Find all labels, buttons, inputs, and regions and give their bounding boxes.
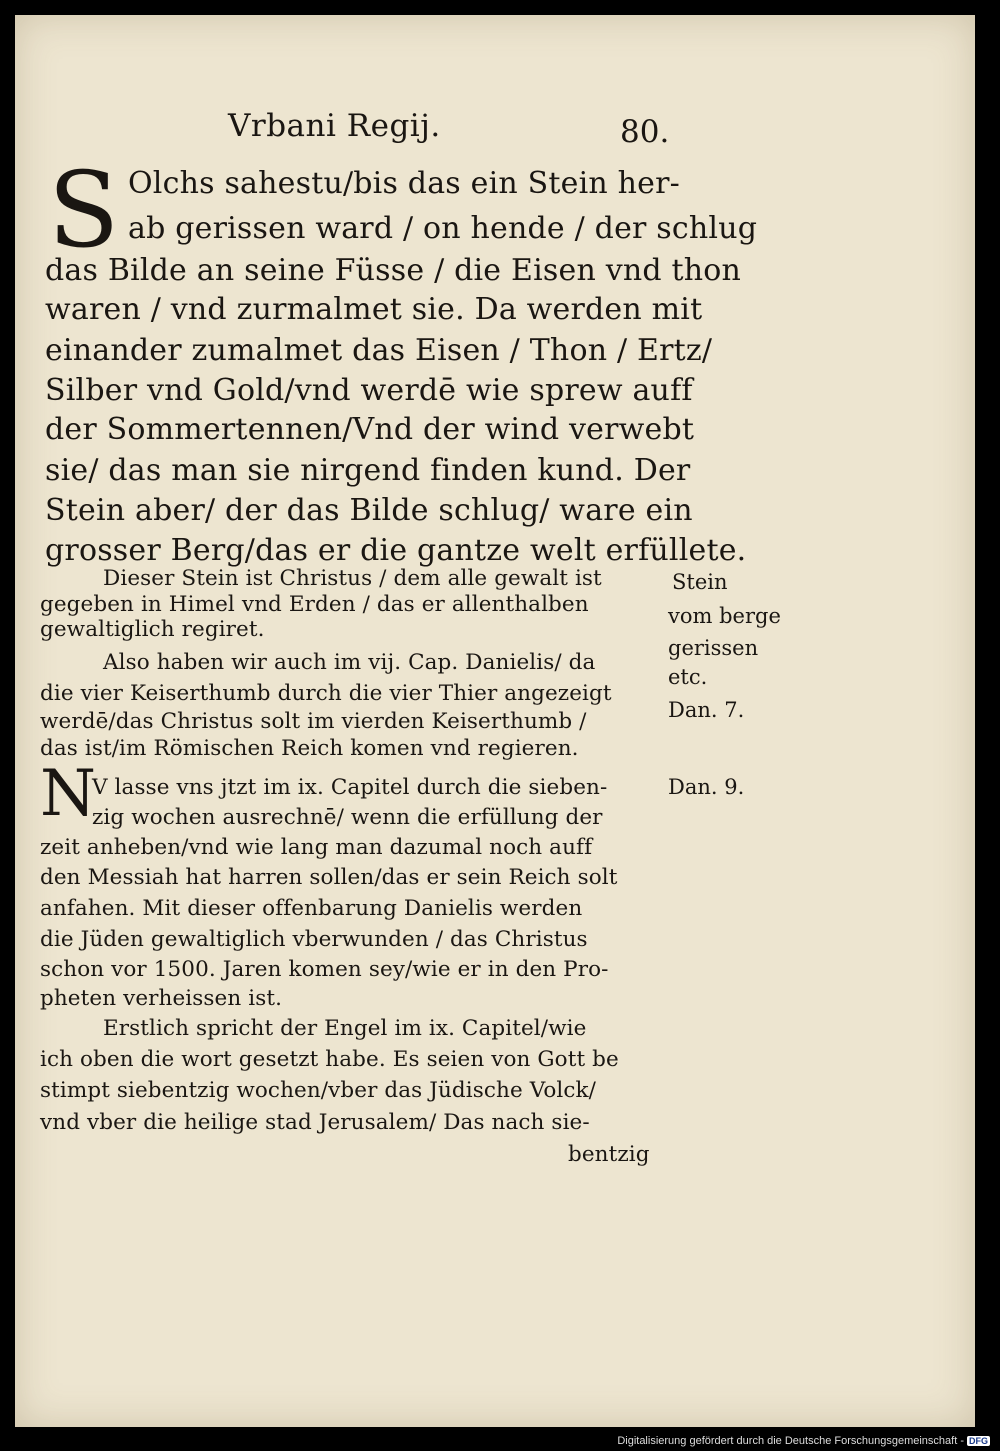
- text-line: zig wochen ausrechnē/ wenn die erfüllung der: [92, 805, 603, 830]
- text-line: Stein aber/ der das Bilde schlug/ ware ein: [45, 493, 693, 528]
- text-line: gewaltiglich regiret.: [40, 617, 265, 642]
- margin-note: gerissen: [668, 636, 759, 660]
- page-number: 80.: [620, 114, 670, 150]
- margin-note: etc.: [668, 665, 708, 689]
- text-line: Olchs sahestu/bis das ein Stein her-: [128, 166, 681, 201]
- margin-note: vom berge: [668, 604, 781, 628]
- catchword: bentzig: [568, 1142, 650, 1167]
- running-head: Vrbani Regij.: [228, 108, 441, 144]
- text-line: stimpt siebentzig wochen/vber das Jüdische Volck/: [40, 1078, 596, 1103]
- text-line: zeit anheben/vnd wie lang man dazumal noch auff: [40, 835, 593, 860]
- text-line: schon vor 1500. Jaren komen sey/wie er in den Pro-: [40, 957, 609, 982]
- digitization-credit: [617, 1435, 990, 1447]
- text-line: sie/ das man sie nirgend finden kund. Der: [45, 453, 691, 488]
- drop-cap-n: N: [40, 757, 96, 831]
- dfg-logo: DFG: [969, 1436, 988, 1446]
- text-line: den Messiah hat harren sollen/das er sein Reich solt: [40, 865, 618, 890]
- text-line: einander zumalmet das Eisen / Thon / Ertz/: [45, 333, 713, 368]
- text-line: Dieser Stein ist Christus / dem alle gewalt ist: [103, 566, 602, 591]
- margin-note: Dan. 7.: [668, 698, 745, 722]
- text-line: pheten verheissen ist.: [40, 986, 283, 1011]
- text-line: die Jüden gewaltiglich vberwunden / das Christus: [40, 927, 588, 952]
- margin-note: Stein: [672, 570, 728, 594]
- margin-note: Dan. 9.: [668, 775, 745, 799]
- text-line: ich oben die wort gesetzt habe. Es seien von Gott be: [40, 1047, 619, 1072]
- text-line: anfahen. Mit dieser offenbarung Danielis werden: [40, 896, 583, 921]
- text-line: grosser Berg/das er die gantze welt erfüllete.: [45, 533, 747, 568]
- text-line: gegeben in Himel vnd Erden / das er allenthalben: [40, 592, 589, 617]
- text-line: werdē/das Christus solt im vierden Keiserthumb /: [40, 709, 587, 734]
- text-line: waren / vnd zurmalmet sie. Da werden mit: [45, 292, 703, 327]
- text-line: die vier Keiserthumb durch die vier Thier angezeigt: [40, 681, 612, 706]
- text-line: der Sommertennen/Vnd der wind verwebt: [45, 412, 695, 447]
- text-line: Silber vnd Gold/vnd werdē wie sprew auff: [45, 373, 693, 408]
- text-line: vnd vber die heilige stad Jerusalem/ Das nach sie-: [40, 1110, 590, 1135]
- text-line: Also haben wir auch im vij. Cap. Danielis/ da: [103, 650, 596, 675]
- text-line: Erstlich spricht der Engel im ix. Capitel/wie: [103, 1016, 587, 1041]
- text-line: V lasse vns jtzt im ix. Capitel durch die sieben-: [92, 775, 608, 800]
- drop-cap-s: S: [48, 149, 120, 271]
- text-line: ab gerissen ward / on hende / der schlug: [128, 211, 758, 246]
- text-line: das Bilde an seine Füsse / die Eisen vnd thon: [45, 253, 742, 288]
- text-line: das ist/im Römischen Reich komen vnd regieren.: [40, 736, 579, 761]
- credit-text: Digitalisierung gefördert durch die Deutsche Forschungsgemeinschaft -: [617, 1435, 964, 1447]
